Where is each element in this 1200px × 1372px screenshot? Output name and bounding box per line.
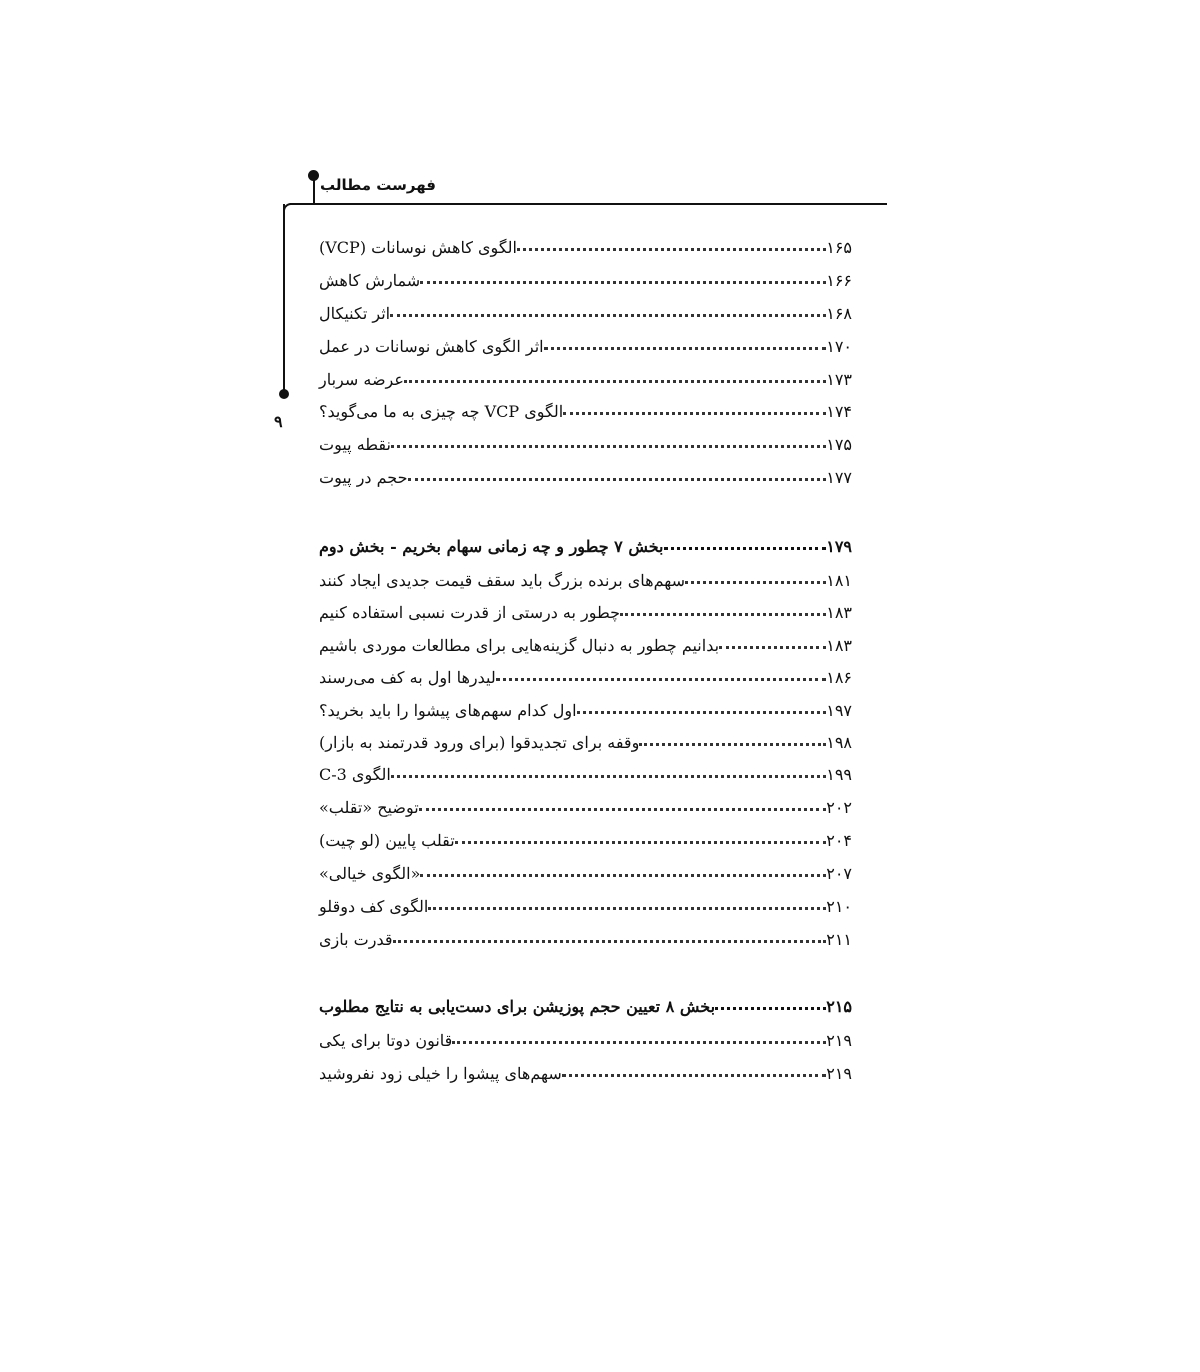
leader-dots <box>408 477 827 481</box>
leader-dots <box>390 313 826 317</box>
toc-entry[interactable] <box>313 363 856 395</box>
toc-entry[interactable] <box>313 1057 856 1089</box>
leader-dots <box>517 247 826 251</box>
toc-entry[interactable] <box>313 824 856 856</box>
toc-entry-title: شمارش کاهش <box>319 270 421 290</box>
toc-entry-title: لیدرها اول به کف می‌رسند <box>319 667 496 687</box>
toc-entry[interactable] <box>313 661 856 693</box>
leader-dots <box>391 444 826 448</box>
toc-entry-page: ۲۰۴ <box>826 830 852 850</box>
toc-entry[interactable] <box>313 694 856 726</box>
toc-section-page: ۱۷۹ <box>826 536 852 556</box>
toc-entry[interactable] <box>313 791 856 823</box>
leader-dots <box>455 840 827 844</box>
leader-dots <box>404 379 826 383</box>
toc-entry-title: عرضه سربار <box>319 369 404 389</box>
leader-dots <box>620 612 826 616</box>
toc-entry[interactable] <box>313 461 856 493</box>
leader-dots <box>391 774 826 778</box>
toc-entry[interactable] <box>313 726 856 758</box>
toc-entry-page: ۲۱۹ <box>826 1063 852 1083</box>
toc-entry[interactable] <box>313 629 856 661</box>
toc-entry[interactable] <box>313 857 856 889</box>
toc-section-page: ۲۱۵ <box>826 996 852 1016</box>
toc-entry[interactable] <box>313 297 856 329</box>
toc-entry-page: ۱۸۳ <box>826 602 852 622</box>
toc-entry-page: ۱۷۵ <box>826 434 852 454</box>
toc-entry-title: نقطه پیوت <box>319 434 391 454</box>
leader-dots <box>577 710 827 714</box>
margin-bracket-dot <box>279 389 289 399</box>
toc-entry-page: ۲۱۹ <box>826 1030 852 1050</box>
toc-entry-title: وقفه برای تجدیدقوا (برای ورود قدرتمند به بازار) <box>319 732 640 752</box>
leader-dots <box>544 346 827 350</box>
toc-entry-page: ۱۹۸ <box>826 732 852 752</box>
toc-entry-title: چطور به درستی از قدرت نسبی استفاده کنیم <box>319 602 621 622</box>
toc-entry-page: ۱۷۳ <box>826 369 852 389</box>
toc-entry-title: الگوی کف دوقلو <box>319 896 429 916</box>
leader-dots <box>420 873 826 877</box>
toc-entry[interactable] <box>313 231 856 263</box>
page-number: ۹ <box>274 412 283 431</box>
toc-entry-title: سهم‌های برنده بزرگ باید سقف قیمت جدیدی ایجاد کنند <box>319 570 686 590</box>
toc-entry[interactable] <box>313 890 856 922</box>
leader-dots <box>685 580 826 584</box>
toc-entry-title: تقلب پایین (لو چیت) <box>319 830 455 850</box>
leader-dots <box>496 677 826 681</box>
leader-dots <box>719 645 826 649</box>
toc-entry-title: اول کدام سهم‌های پیشوا را باید بخرید؟ <box>319 700 577 720</box>
toc-entry-page: ۱۸۶ <box>826 667 852 687</box>
toc-entry-page: ۲۰۲ <box>826 797 852 817</box>
toc-section-title: بخش ۷ چطور و چه زمانی سهام بخریم - بخش دوم <box>319 536 664 556</box>
toc-entry[interactable] <box>313 428 856 460</box>
toc-entry-title: بدانیم چطور به دنبال گزینه‌هایی برای مطالعات موردی باشیم <box>319 635 720 655</box>
toc-entry[interactable] <box>313 564 856 596</box>
leader-dots <box>419 807 827 811</box>
toc-section-heading[interactable] <box>313 530 856 562</box>
toc-entry-title: قانون دوتا برای یکی <box>319 1030 453 1050</box>
toc-entry-page: ۱۶۵ <box>826 237 852 257</box>
toc-entry[interactable] <box>313 330 856 362</box>
header-title: فهرست مطالب <box>320 176 436 194</box>
toc-entry-page: ۲۱۱ <box>826 929 852 949</box>
toc-entry-title: توضیح «تقلب» <box>319 797 419 817</box>
toc-section-heading[interactable] <box>313 990 856 1022</box>
toc-entry-page: ۱۸۳ <box>826 635 852 655</box>
toc-entry-title: الگوی کاهش نوسانات (VCP) <box>319 237 517 257</box>
toc-entry-page: ۱۷۰ <box>826 336 852 356</box>
toc-entry[interactable] <box>313 758 856 790</box>
leader-dots <box>393 939 827 943</box>
margin-bracket-line <box>283 204 285 394</box>
toc-entry[interactable] <box>313 395 856 427</box>
header-bullet-dot <box>308 170 319 181</box>
leader-dots <box>715 1006 826 1010</box>
toc-entry-title: «الگوی خیالی» <box>319 863 421 883</box>
header-connector-line <box>313 177 315 204</box>
toc-entry-title: الگوی 3-C <box>319 764 391 784</box>
leader-dots <box>428 906 826 910</box>
toc-entry[interactable] <box>313 923 856 955</box>
toc-entry-title: الگوی VCP چه چیزی به ما می‌گوید؟ <box>319 401 564 421</box>
toc-entry-page: ۱۷۴ <box>826 401 852 421</box>
leader-dots <box>664 546 827 550</box>
toc-entry[interactable] <box>313 264 856 296</box>
toc-entry-title: قدرت بازی <box>319 929 393 949</box>
toc-entry[interactable] <box>313 1024 856 1056</box>
toc-entry-title: اثر تکنیکال <box>319 303 391 323</box>
leader-dots <box>420 280 826 284</box>
toc-section-title: بخش ۸ تعیین حجم پوزیشن برای دست‌یابی به نتایج مطلوب <box>319 996 716 1016</box>
leader-dots <box>563 411 826 415</box>
toc-entry-page: ۱۶۸ <box>826 303 852 323</box>
toc-entry-page: ۱۸۱ <box>826 570 852 590</box>
toc-entry-page: ۱۶۶ <box>826 270 852 290</box>
leader-dots <box>452 1040 826 1044</box>
leader-dots <box>562 1073 826 1077</box>
toc-entry-page: ۲۱۰ <box>826 896 852 916</box>
toc-entry[interactable] <box>313 596 856 628</box>
toc-entry-title: اثر الگوی کاهش نوسانات در عمل <box>319 336 544 356</box>
toc-entry-page: ۱۷۷ <box>826 467 852 487</box>
header-rule <box>290 203 887 205</box>
toc-entry-title: سهم‌های پیشوا را خیلی زود نفروشید <box>319 1063 562 1083</box>
toc-entry-title: حجم در پیوت <box>319 467 408 487</box>
toc-entry-page: ۱۹۷ <box>826 700 852 720</box>
toc-entry-page: ۲۰۷ <box>826 863 852 883</box>
toc-entry-page: ۱۹۹ <box>826 764 852 784</box>
leader-dots <box>639 742 826 746</box>
